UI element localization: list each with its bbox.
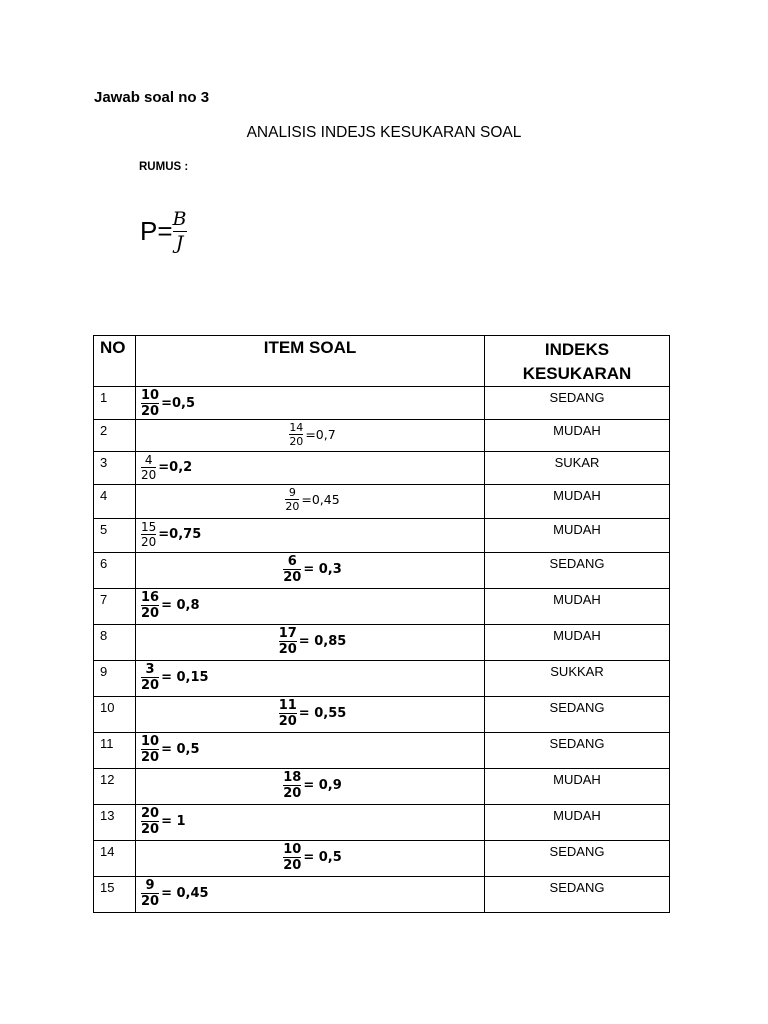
table-row xyxy=(94,589,670,625)
item-expression xyxy=(136,420,484,447)
item-result: =0,75 xyxy=(158,527,202,542)
difficulty-index: MUDAH xyxy=(485,519,670,553)
table-header-row xyxy=(94,336,670,387)
difficulty-index: MUDAH xyxy=(485,589,670,625)
item-result: = 0,15 xyxy=(161,670,209,685)
item-numerator: 10 xyxy=(141,388,160,403)
item-numerator: 18 xyxy=(283,770,302,785)
table-row xyxy=(94,553,670,589)
item-result: = 0,85 xyxy=(298,634,347,649)
table-row xyxy=(94,661,670,697)
item-result: =0,5 xyxy=(161,396,196,411)
row-number: 9 xyxy=(94,661,136,697)
table-row xyxy=(94,625,670,661)
formula-numerator: B xyxy=(172,208,187,230)
item-denominator: 20 xyxy=(141,750,160,765)
table-row xyxy=(94,805,670,841)
item-numerator: 4 xyxy=(144,453,153,467)
item-numerator: 17 xyxy=(278,626,297,641)
difficulty-index: SUKKAR xyxy=(485,661,670,697)
item-numerator: 9 xyxy=(145,878,155,893)
item-expression xyxy=(136,452,192,481)
item-expression xyxy=(136,519,201,548)
item-numerator: 3 xyxy=(145,662,155,677)
difficulty-index: SEDANG xyxy=(485,877,670,913)
row-number: 10 xyxy=(94,697,136,733)
item-numerator: 9 xyxy=(288,486,296,499)
row-number: 2 xyxy=(94,420,136,452)
item-expression xyxy=(136,589,200,620)
item-expression-cell xyxy=(136,452,485,485)
item-result: = 0,55 xyxy=(298,706,347,721)
row-number: 1 xyxy=(94,387,136,420)
item-expression-cell xyxy=(136,519,485,553)
item-expression xyxy=(136,485,484,512)
row-number: 4 xyxy=(94,485,136,519)
table-row xyxy=(94,420,670,452)
item-expression-cell xyxy=(136,805,485,841)
item-expression-cell xyxy=(136,661,485,697)
formula-denominator: J xyxy=(175,232,184,254)
item-numerator: 10 xyxy=(141,734,160,749)
item-result: = 0,5 xyxy=(303,850,342,865)
table-row xyxy=(94,697,670,733)
difficulty-index: MUDAH xyxy=(485,420,670,452)
header-no: NO xyxy=(94,336,136,387)
formula-lhs: P= xyxy=(140,216,173,246)
item-numerator: 16 xyxy=(141,590,160,605)
item-result: = 0,9 xyxy=(303,778,342,793)
item-expression-cell xyxy=(136,877,485,913)
item-numerator: 11 xyxy=(278,698,297,713)
item-fraction xyxy=(141,879,159,908)
item-expression xyxy=(136,805,186,836)
item-fraction xyxy=(141,807,159,836)
difficulty-index: MUDAH xyxy=(485,805,670,841)
item-fraction xyxy=(141,454,156,481)
row-number: 15 xyxy=(94,877,136,913)
page-title xyxy=(0,124,768,142)
item-fraction xyxy=(279,627,297,656)
formula-label: RUMUS : xyxy=(139,161,189,173)
item-denominator: 20 xyxy=(285,500,300,513)
difficulty-index: MUDAH xyxy=(485,485,670,519)
item-result: = 0,45 xyxy=(161,886,209,901)
item-fraction xyxy=(283,771,301,800)
formula-fraction xyxy=(173,210,187,253)
difficulty-table xyxy=(93,335,670,913)
row-number: 7 xyxy=(94,589,136,625)
item-expression-cell xyxy=(136,697,485,733)
difficulty-formula xyxy=(140,210,187,253)
item-fraction xyxy=(285,487,299,512)
table-row xyxy=(94,485,670,519)
item-result: = 0,5 xyxy=(161,742,200,757)
header-index-line1: INDEKS xyxy=(544,340,610,359)
item-expression xyxy=(136,625,484,656)
page-title-text: ANALISIS INDEJS KESUKARAN SOAL xyxy=(246,124,522,141)
item-denominator: 20 xyxy=(289,435,304,448)
item-denominator: 20 xyxy=(283,570,302,585)
row-number: 11 xyxy=(94,733,136,769)
item-denominator: 20 xyxy=(141,678,160,693)
row-number: 14 xyxy=(94,841,136,877)
item-result: =0,45 xyxy=(301,492,340,507)
header-item: ITEM SOAL xyxy=(136,336,485,387)
table-row xyxy=(94,519,670,553)
item-expression xyxy=(136,387,195,418)
difficulty-index: SEDANG xyxy=(485,387,670,420)
item-denominator: 20 xyxy=(141,404,160,419)
item-denominator: 20 xyxy=(141,894,160,909)
difficulty-index: SUKAR xyxy=(485,452,670,485)
item-fraction xyxy=(141,389,159,418)
item-denominator: 20 xyxy=(141,822,160,837)
item-numerator: 10 xyxy=(283,842,302,857)
item-fraction xyxy=(279,699,297,728)
row-number: 12 xyxy=(94,769,136,805)
item-expression-cell xyxy=(136,387,485,420)
item-fraction xyxy=(289,422,303,447)
item-fraction xyxy=(141,591,159,620)
row-number: 3 xyxy=(94,452,136,485)
item-expression-cell xyxy=(136,420,485,452)
item-fraction xyxy=(141,663,159,692)
item-denominator: 20 xyxy=(278,714,297,729)
item-expression-cell xyxy=(136,733,485,769)
table-row xyxy=(94,877,670,913)
table-row xyxy=(94,733,670,769)
item-denominator: 20 xyxy=(141,468,157,482)
table-row xyxy=(94,769,670,805)
answer-heading: Jawab soal no 3 xyxy=(94,89,210,106)
item-fraction xyxy=(283,843,301,872)
item-expression xyxy=(136,841,484,872)
row-number: 5 xyxy=(94,519,136,553)
header-index xyxy=(485,336,670,387)
table-row xyxy=(94,387,670,420)
row-number: 13 xyxy=(94,805,136,841)
item-expression-cell xyxy=(136,589,485,625)
item-expression xyxy=(136,733,200,764)
table-row xyxy=(94,452,670,485)
item-expression xyxy=(136,661,209,692)
difficulty-index: SEDANG xyxy=(485,553,670,589)
item-numerator: 20 xyxy=(141,806,160,821)
item-result: = 0,8 xyxy=(161,598,200,613)
difficulty-index: MUDAH xyxy=(485,625,670,661)
item-expression xyxy=(136,697,484,728)
item-numerator: 15 xyxy=(141,520,157,534)
item-expression xyxy=(136,877,209,908)
item-expression-cell xyxy=(136,553,485,589)
table-row xyxy=(94,841,670,877)
item-result: = 0,3 xyxy=(303,562,342,577)
item-expression-cell xyxy=(136,841,485,877)
item-fraction xyxy=(141,521,156,548)
item-denominator: 20 xyxy=(278,642,297,657)
difficulty-index: SEDANG xyxy=(485,733,670,769)
difficulty-index: SEDANG xyxy=(485,841,670,877)
difficulty-index: SEDANG xyxy=(485,697,670,733)
item-fraction xyxy=(283,555,301,584)
header-index-line2: KESUKARAN xyxy=(522,364,632,383)
item-denominator: 20 xyxy=(283,858,302,873)
item-fraction xyxy=(141,735,159,764)
row-number: 8 xyxy=(94,625,136,661)
item-denominator: 20 xyxy=(141,535,157,549)
item-expression xyxy=(136,769,484,800)
item-result: =0,2 xyxy=(158,460,193,475)
item-expression-cell xyxy=(136,625,485,661)
item-denominator: 20 xyxy=(283,786,302,801)
item-expression-cell xyxy=(136,769,485,805)
item-expression xyxy=(136,553,484,584)
item-result: = 1 xyxy=(161,814,186,829)
item-expression-cell xyxy=(136,485,485,519)
difficulty-index: MUDAH xyxy=(485,769,670,805)
row-number: 6 xyxy=(94,553,136,589)
item-result: =0,7 xyxy=(305,427,336,442)
item-numerator: 14 xyxy=(289,421,304,434)
item-denominator: 20 xyxy=(141,606,160,621)
item-numerator: 6 xyxy=(287,554,297,569)
